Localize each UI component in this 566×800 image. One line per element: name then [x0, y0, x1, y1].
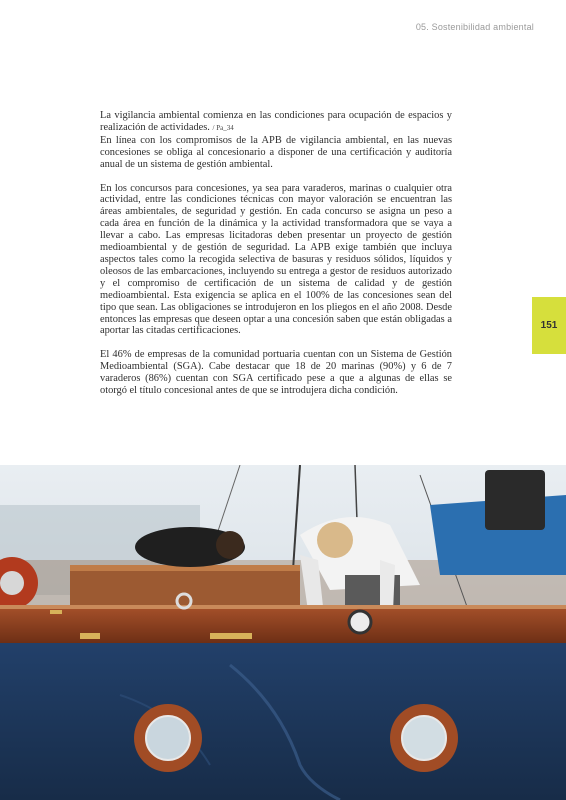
paragraph-1-intro: La vigilancia ambiental comienza en las condiciones para ocupación de espacios y realización de actividades.	[100, 110, 452, 133]
paragraph-1	[100, 110, 452, 171]
page-number: 151	[540, 320, 558, 331]
section-header: 05. Sostenibilidad ambiental	[415, 22, 534, 32]
body-text	[100, 110, 452, 409]
page-number-tab	[532, 297, 566, 354]
boat-photo	[0, 465, 566, 800]
paragraph-3: El 46% de empresas de la comunidad portuaria cuentan con un Sistema de Gestión Medioambiental (SGA). Cabe destacar que 18 de 20 marinas (90%) y 6 de 7 varaderos (86%) cuentan con SGA certificado pese a que a algunas de ellas se otorgó el título concesional antes de que se introdujera dicha condición.	[100, 349, 452, 397]
paragraph-2: En los concursos para concesiones, ya sea para varaderos, marinas o cualquier otra actividad, entre las condiciones técnicas con mayor valoración se encuentran las áreas ambientales, de seguridad y gestión. En cada concurso se asigna un peso a cada área en función de la dinámica y la actividad transformadora que se vaya a llevar a cabo. Las empresas licitadoras deben presentar un proyecto de gestión medioambiental y de gestión de seguridad. La APB exige también que incluya aspectos tales como la recogida selectiva de basuras y residuos sólidos, líquidos y oleosos de las embarcaciones, incluyendo su entrega a gestor de residuos autorizado y el compromiso de certificación de un sistema de calidad y de gestión medioambiental. Esta exigencia se aplica en el 100% de las concesiones sean del tipo que sean. Las obligaciones se introdujeron en los pliegos en el año 2008. Desde entonces las empresas que deseen optar a una concesión saben que están obligadas a aportar las citadas certificaciones.	[100, 182, 452, 337]
page-reference: / Pa_34	[212, 123, 234, 132]
boat-photo-illustration	[0, 465, 566, 800]
paragraph-1-body: En línea con los compromisos de la APB de vigilancia ambiental, en las nuevas concesiones se obliga al concesionario a disponer de una certificación y auditoría anual de un sistema de gestión ambiental.	[100, 134, 452, 170]
